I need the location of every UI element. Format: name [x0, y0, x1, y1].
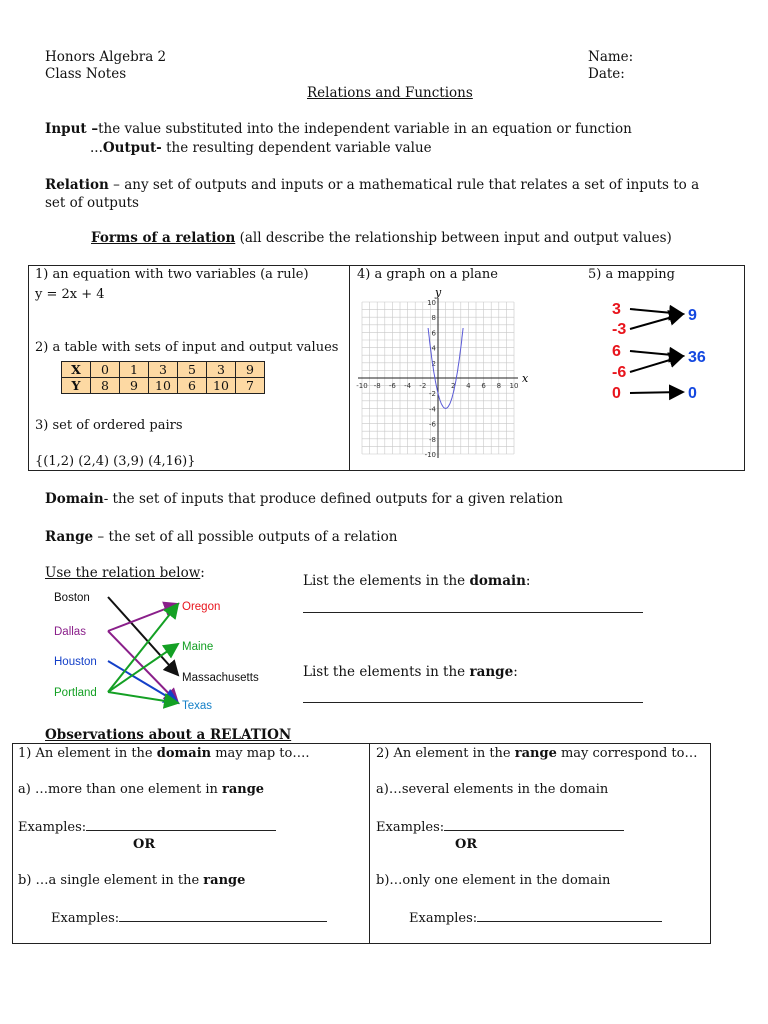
y-row: [62, 378, 265, 394]
use-relation-label: Use the relation below:: [45, 565, 205, 581]
right-or-label: OR: [455, 837, 478, 852]
y-axis-label: y: [435, 286, 442, 299]
mapping-domain-value: 0: [612, 385, 621, 402]
mapping-domain-value: 3: [612, 301, 621, 318]
x-tick-label: -6: [388, 382, 396, 390]
x-cell: 3: [149, 362, 178, 378]
mapping-range-value: 9: [688, 307, 697, 324]
mapping-range-value: 0: [688, 385, 697, 402]
y-tick-label: 8: [431, 314, 436, 323]
list-domain-prompt: List the elements in the domain:: [303, 573, 531, 589]
range-answer-line[interactable]: [303, 702, 643, 703]
state-label: Oregon: [182, 601, 221, 613]
mapping-arrow: [630, 314, 683, 329]
y-cell: 7: [236, 378, 265, 394]
form-item-pairs: 3) set of ordered pairs: [35, 418, 183, 433]
right-examples-b-blank[interactable]: [477, 909, 662, 922]
form-item-mapping: 5) a mapping: [588, 267, 675, 282]
mapping-arrow: [630, 392, 683, 393]
right-observation-b: b)…only one element in the domain: [376, 873, 611, 888]
x-tick-label: 4: [466, 382, 471, 390]
x-cell: 5: [178, 362, 207, 378]
output-definition: ...Output- the resulting dependent variable value: [90, 140, 432, 156]
left-observation-title: 1) An element in the domain may map to….: [18, 746, 310, 761]
x-cell: 9: [236, 362, 265, 378]
observations-divider: [369, 743, 370, 944]
ordered-pairs: {(1,2) (2,4) (3,9) (4,16)}: [35, 454, 196, 469]
forms-heading: Forms of a relation (all describe the relationship between input and output values): [91, 230, 672, 246]
left-or-label: OR: [133, 837, 156, 852]
y-tick-label: 10: [427, 299, 436, 307]
x-cell: 3: [207, 362, 236, 378]
x-cell: 0: [91, 362, 120, 378]
page-title: Relations and Functions: [307, 85, 473, 101]
mapping-diagram: [600, 295, 720, 405]
mapping-arrow: [630, 351, 683, 356]
name-label: Name:: [588, 49, 634, 65]
y-cell: 10: [207, 378, 236, 394]
y-cell: 8: [91, 378, 120, 394]
y-cell: 6: [178, 378, 207, 394]
mapping-arrow: [630, 309, 683, 314]
right-observation-a: a)…several elements in the domain: [376, 782, 609, 797]
xy-table: [61, 361, 265, 394]
left-observation-b: b) …a single element in the range: [18, 873, 246, 888]
form-item-graph: 4) a graph on a plane: [357, 267, 498, 282]
city-state-diagram: [50, 585, 280, 715]
x-axis-label: x: [522, 372, 529, 385]
y-header: Y: [62, 378, 91, 394]
x-tick-label: -4: [404, 382, 412, 390]
course-title: Honors Algebra 2: [45, 49, 167, 65]
city-label: Boston: [54, 592, 90, 604]
list-range-prompt: List the elements in the range:: [303, 664, 518, 680]
y-tick-label: -8: [429, 435, 436, 444]
x-tick-label: -2: [419, 382, 427, 390]
form-item-equation: 1) an equation with two variables (a rule): [35, 267, 309, 282]
x-tick-label: 10: [509, 382, 519, 390]
mapping-domain-value: -3: [612, 321, 627, 338]
right-examples-b: Examples:: [409, 909, 662, 926]
domain-definition: Domain- the set of inputs that produce defined outputs for a given relation: [45, 491, 563, 507]
y-tick-label: 4: [431, 344, 436, 353]
y-cell: 9: [120, 378, 149, 394]
mapping-domain-value: -6: [612, 364, 627, 381]
equation-text: y = 2x + 4: [35, 287, 105, 302]
x-header: X: [62, 362, 91, 378]
x-tick-label: 2: [450, 382, 456, 390]
mapping-arrow: [630, 356, 683, 372]
mapping-range-value: 36: [688, 349, 706, 366]
state-label: Massachusetts: [182, 672, 259, 684]
x-row: [62, 362, 265, 378]
city-label: Dallas: [54, 626, 86, 638]
x-tick-label: 6: [481, 382, 486, 390]
class-notes-label: Class Notes: [45, 66, 127, 82]
x-tick-label: -8: [373, 382, 381, 390]
observations-heading: Observations about a RELATION: [45, 727, 292, 743]
right-examples-a-blank[interactable]: [444, 818, 624, 831]
right-examples-a: Examples:: [376, 818, 624, 835]
left-examples-b: Examples:: [51, 909, 327, 926]
x-tick-label: -10: [356, 382, 368, 390]
date-label: Date:: [588, 66, 625, 82]
y-tick-label: -4: [429, 405, 436, 414]
left-examples-a-blank[interactable]: [86, 818, 276, 831]
y-tick-label: 6: [431, 329, 436, 338]
city-label: Houston: [54, 656, 97, 668]
forms-divider: [349, 265, 350, 471]
coordinate-graph: [352, 284, 538, 470]
left-examples-a: Examples:: [18, 818, 276, 835]
domain-answer-line[interactable]: [303, 612, 643, 613]
y-cell: 10: [149, 378, 178, 394]
form-item-table: 2) a table with sets of input and output values: [35, 340, 339, 355]
state-label: Maine: [182, 641, 214, 653]
y-tick-label: -6: [429, 420, 436, 429]
y-tick-label: 2: [431, 359, 436, 368]
range-definition: Range – the set of all possible outputs of a relation: [45, 529, 398, 545]
city-label: Portland: [54, 687, 97, 699]
relation-definition: Relation – any set of outputs and inputs or a mathematical rule that relates a set of inputs to a set of outputs: [45, 177, 700, 211]
left-observation-a: a) …more than one element in range: [18, 782, 265, 797]
x-cell: 1: [120, 362, 149, 378]
left-examples-b-blank[interactable]: [119, 909, 327, 922]
input-definition: Input –the value substituted into the independent variable in an equation or function: [45, 121, 632, 137]
x-tick-label: 8: [496, 382, 502, 390]
mapping-domain-value: 6: [612, 343, 621, 360]
y-tick-label: -10: [424, 451, 436, 459]
y-tick-label: -2: [429, 390, 436, 399]
right-observation-title: 2) An element in the range may correspond to…: [376, 746, 698, 761]
state-label: Texas: [182, 700, 213, 712]
